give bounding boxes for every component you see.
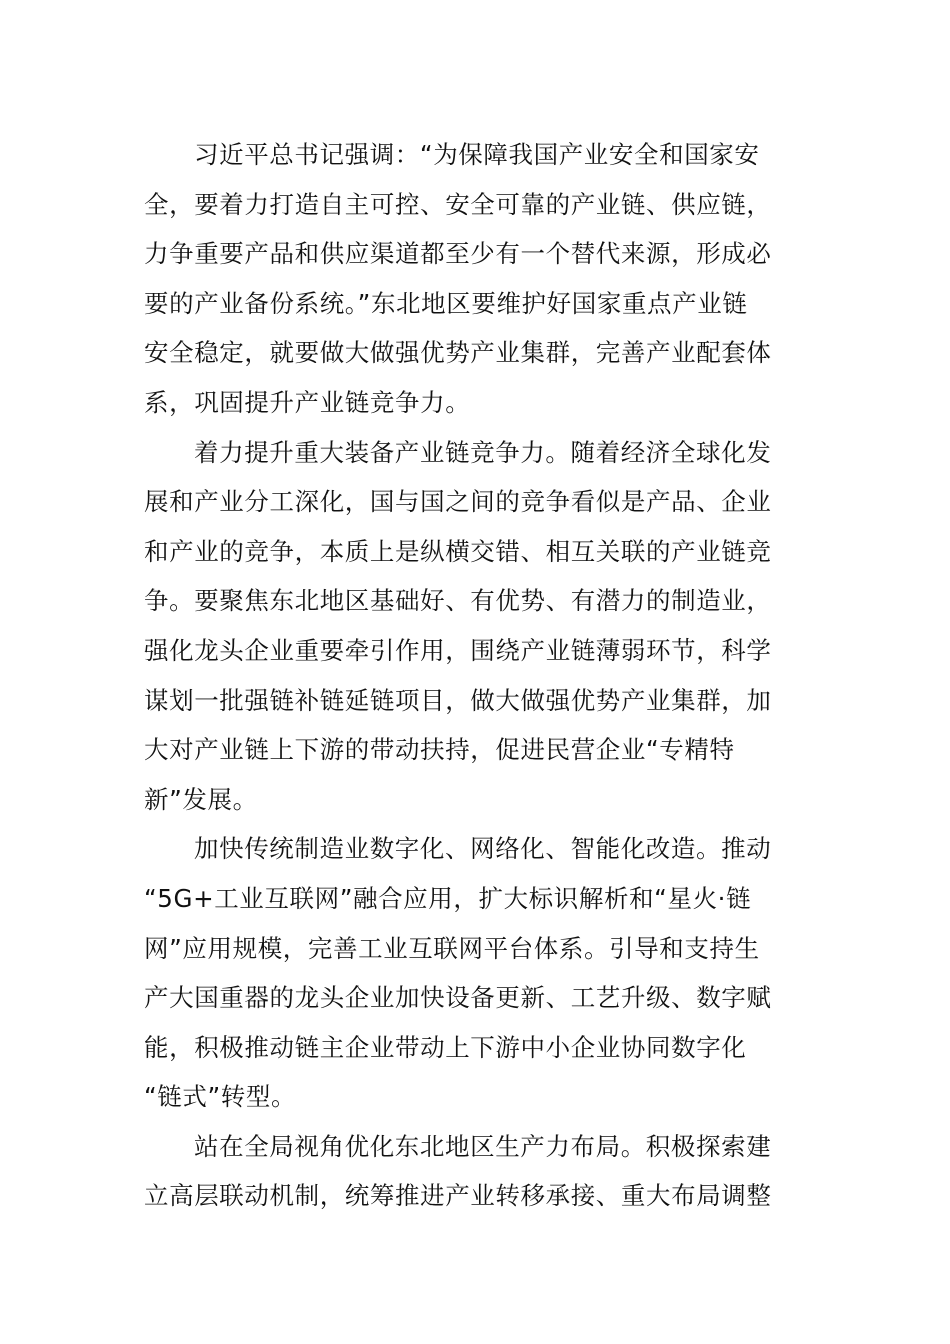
text-line: “链式”转型。 xyxy=(144,1082,297,1112)
text-line: 能，积极推动链主企业带动上下游中小企业协同数字化 xyxy=(144,1032,747,1062)
text-line: “5G+工业互联网”融合应用，扩大标识解析和“星火·链 xyxy=(144,883,752,913)
document-body xyxy=(144,130,794,1221)
text-line: 加快传统制造业数字化、网络化、智能化改造。推动 xyxy=(194,834,772,864)
text-line: 谋划一批强链补链延链项目，做大做强优势产业集群，加 xyxy=(144,685,772,715)
text-line: 强化龙头企业重要牵引作用，围绕产业链薄弱环节，科学 xyxy=(144,635,772,665)
text-line: 着力提升重大装备产业链竞争力。随着经济全球化发 xyxy=(194,437,772,467)
text-line: 全，要着力打造自主可控、安全可靠的产业链、供应链， xyxy=(144,189,772,219)
text-line: 立高层联动机制，统筹推进产业转移承接、重大布局调整 xyxy=(144,1181,772,1211)
text-line: 系，巩固提升产业链竞争力。 xyxy=(144,387,471,417)
text-line: 新”发展。 xyxy=(144,784,258,814)
text-line: 争。要聚焦东北地区基础好、有优势、有潜力的制造业， xyxy=(144,586,772,616)
text-line: 站在全局视角优化东北地区生产力布局。积极探索建 xyxy=(194,1131,772,1161)
text-line: 和产业的竞争，本质上是纵横交错、相互关联的产业链竞 xyxy=(144,536,772,566)
text-line: 网”应用规模，完善工业互联网平台体系。引导和支持生 xyxy=(144,933,760,963)
text-line: 产大国重器的龙头企业加快设备更新、工艺升级、数字赋 xyxy=(144,983,772,1013)
text-line: 力争重要产品和供应渠道都至少有一个替代来源，形成必 xyxy=(144,239,772,269)
text-line: 安全稳定，就要做大做强优势产业集群，完善产业配套体 xyxy=(144,338,772,368)
text-line: 大对产业链上下游的带动扶持，促进民营企业“专精特 xyxy=(144,735,735,765)
text-line: 展和产业分工深化，国与国之间的竞争看似是产品、企业 xyxy=(144,487,772,517)
text-line: 习近平总书记强调：“为保障我国产业安全和国家安 xyxy=(194,140,760,169)
text-line: 要的产业备份系统。”东北地区要维护好国家重点产业链 xyxy=(144,288,748,318)
